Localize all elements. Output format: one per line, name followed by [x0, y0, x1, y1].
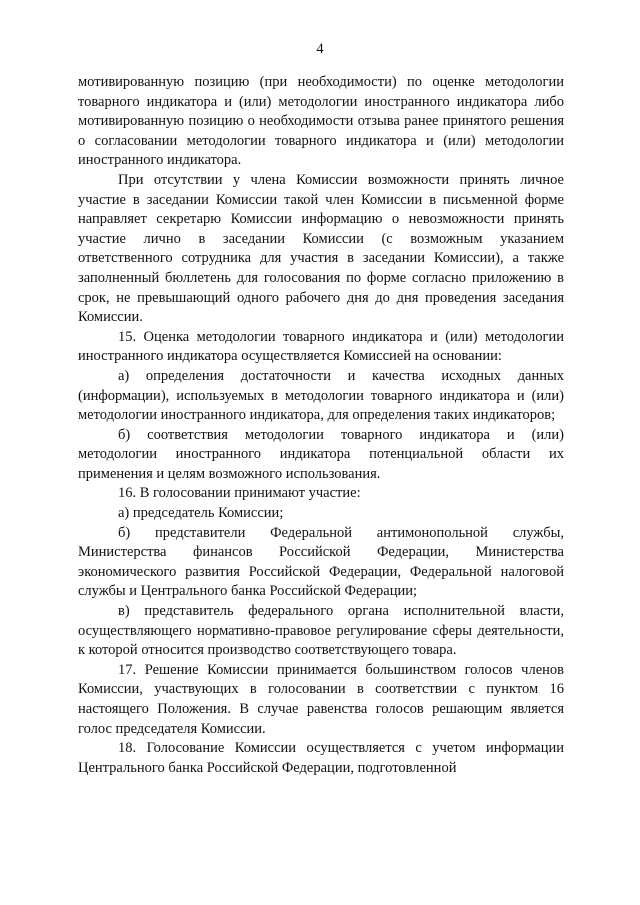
paragraph-clause-16-a: а) председатель Комиссии;: [118, 505, 284, 522]
paragraph-absence-procedure: При отсутствии у члена Комиссии возможности принять личное участие в заседании Комиссии такой член Комиссии в письменной форме направляет секретарю Комиссии информацию о невозможности принять участие лично в заседании Комиссии (с возможным указанием ответственного сотрудника для участия в заседании Комиссии), а также заполненный бюллетень для голосования по форме согласно приложению в срок, не превышающий одного рабочего дня до дня проведения заседания Комиссии.: [78, 171, 564, 326]
paragraph-continuation: мотивированную позицию (при необходимости) по оценке методологии товарного индикатора и (или) методологии иностранного индикатора либо мотивированную позицию о необходимости отзыва ранее принятого решения о согласовании методологии товарного индикатора и (или) методологии иностранного индикатора.: [78, 74, 564, 169]
paragraph-clause-16: 16. В голосовании принимают участие:: [118, 485, 361, 502]
page-number: 4: [316, 41, 324, 57]
paragraph-clause-17: 17. Решение Комиссии принимается большинством голосов членов Комиссии, участвующих в голосовании в соответствии с пунктом 16 настоящего Положения. В случае равенства голосов решающим является голос председателя Комиссии.: [78, 661, 564, 737]
paragraph-clause-15: 15. Оценка методологии товарного индикатора и (или) методологии иностранного индикатора осуществляется Комиссией на основании:: [78, 328, 564, 365]
paragraph-clause-15-a: а) определения достаточности и качества исходных данных (информации), используемых в методологии товарного индикатора и (или) методологии иностранного индикатора, для определения таких индикаторов;: [78, 367, 564, 424]
document-body: [78, 73, 564, 778]
paragraph-clause-18: 18. Голосование Комиссии осуществляется с учетом информации Центрального банка Российской Федерации, подготовленной: [78, 740, 564, 776]
paragraph-clause-15-b: б) соответствия методологии товарного индикатора и (или) методологии иностранного индикатора потенциальной области их применения и целям возможного использования.: [78, 426, 564, 482]
paragraph-clause-16-b: б) представители Федеральной антимонопольной службы, Министерства финансов Российской Федерации, Министерства экономического развития Российской Федерации, Федеральной налоговой службы и Центрального банка Российской Федерации;: [78, 524, 564, 600]
paragraph-clause-16-v: в) представитель федерального органа исполнительной власти, осуществляющего нормативно-правовое регулирование сферы деятельности, к которой относится производство соответствующего товара.: [78, 603, 564, 659]
